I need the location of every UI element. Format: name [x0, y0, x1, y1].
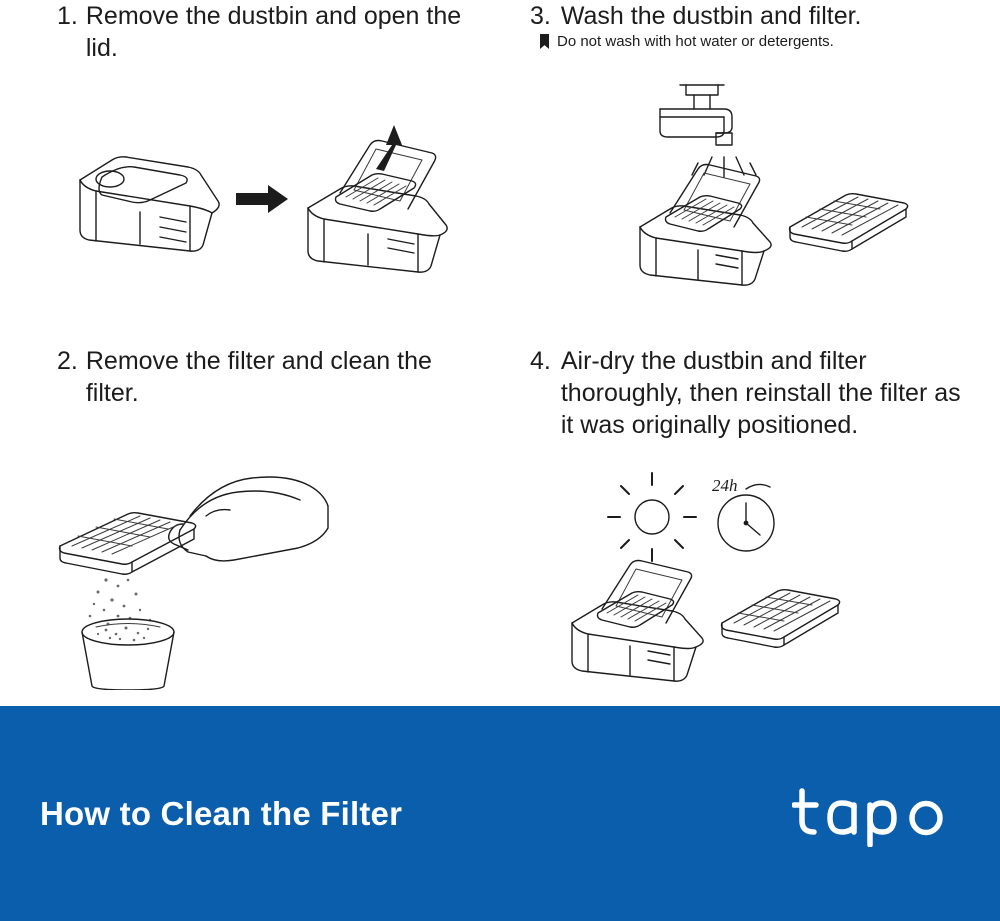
- arrow-right-icon: [236, 185, 288, 213]
- step-1-text: Remove the dustbin and open the lid.: [85, 2, 462, 62]
- step-3: [500, 0, 1000, 340]
- faucet-icon: [660, 85, 756, 177]
- step-4: [500, 340, 1000, 706]
- step-2: [0, 340, 500, 706]
- step-4-text: Air-dry the dustbin and filter thoroughly, then reinstall the filter as it was originally positioned.: [560, 347, 961, 439]
- hand-illustration: [169, 477, 328, 561]
- sun-icon: [608, 473, 696, 561]
- step-4-number: 4.: [530, 347, 551, 375]
- step-1-illustration: [40, 105, 460, 275]
- step-4-heading: [530, 345, 990, 441]
- bookmark-icon: [540, 34, 549, 49]
- footer-title: How to Clean the Filter: [40, 794, 403, 832]
- step-1-number: 1.: [57, 2, 78, 30]
- step-2-text: Remove the filter and clean the filter.: [85, 347, 432, 407]
- clock-label: 24h: [712, 476, 738, 495]
- step-3-note-text: Do not wash with hot water or detergents.: [557, 33, 834, 50]
- step-1: [0, 0, 500, 340]
- step-3-heading: [530, 0, 1000, 32]
- dust-particles: [89, 578, 152, 625]
- clock-24h-icon: [712, 476, 774, 551]
- step-2-illustration: [20, 420, 420, 690]
- tapo-logo: [792, 785, 952, 847]
- step-3-text: Wash the dustbin and filter.: [560, 2, 862, 30]
- filter-part: [790, 194, 908, 252]
- filter-part: [722, 590, 840, 648]
- filter-part: [60, 513, 196, 575]
- trash-bin: [82, 619, 174, 690]
- step-3-illustration: [620, 75, 1000, 295]
- step-2-number: 2.: [57, 347, 78, 375]
- step-1-heading: [57, 0, 500, 64]
- step-3-note: [540, 32, 990, 52]
- step-3-number: 3.: [530, 2, 551, 30]
- step-2-heading: [57, 345, 500, 409]
- footer-banner: [0, 706, 1000, 921]
- step-4-illustration: [560, 465, 960, 685]
